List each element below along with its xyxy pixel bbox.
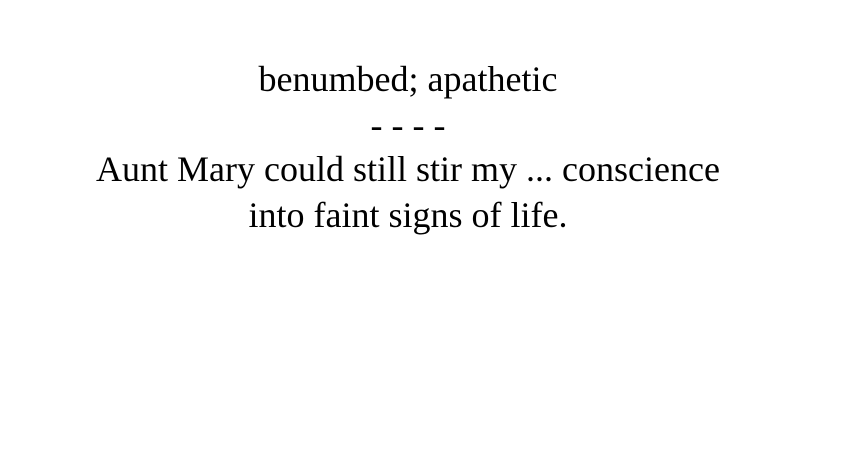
- definition-text: benumbed; apathetic: [258, 59, 558, 99]
- example-sentence-line-2: into faint signs of life.: [248, 195, 568, 235]
- separator: - - - -: [370, 105, 446, 145]
- example-sentence-line-1: Aunt Mary could still stir my ... conscience: [96, 149, 720, 189]
